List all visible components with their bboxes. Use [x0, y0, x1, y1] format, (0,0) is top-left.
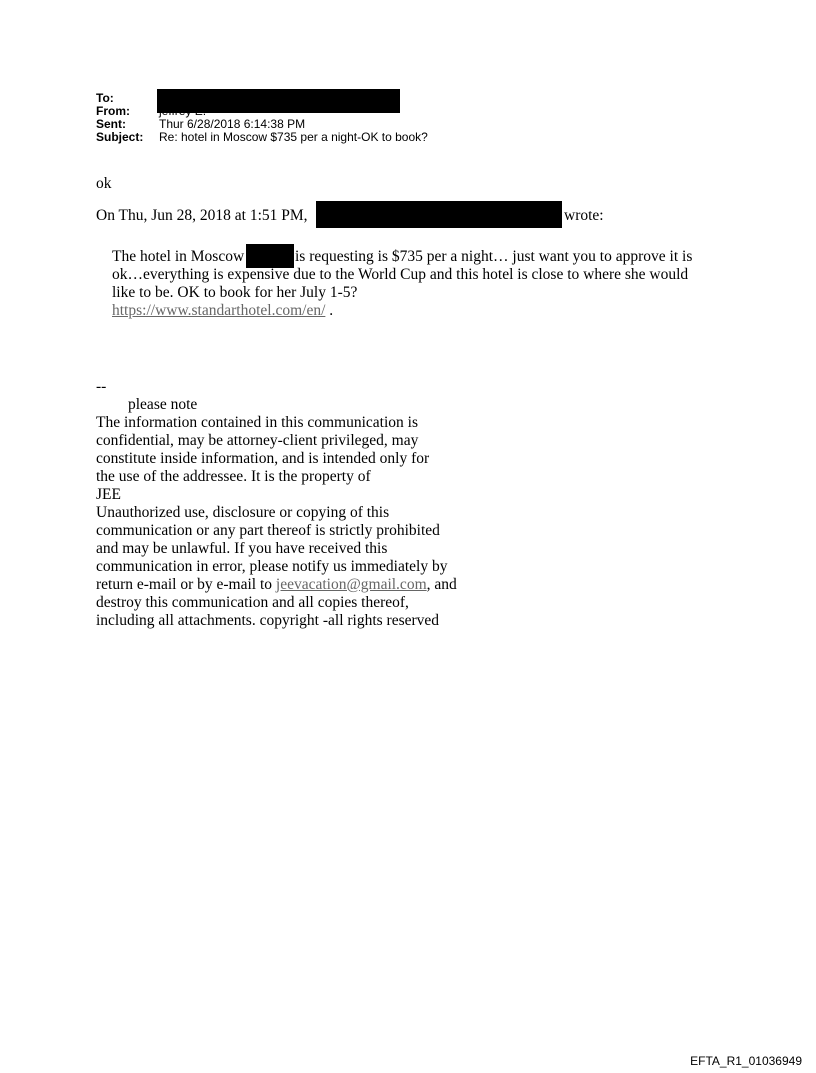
subject-label: Subject: — [96, 130, 144, 144]
disclaimer-line: The information contained in this communication is — [96, 414, 418, 431]
quoted-line-4 — [112, 302, 333, 320]
redaction-to — [157, 89, 400, 113]
redaction-name — [246, 244, 294, 268]
reply-text: ok — [96, 175, 112, 192]
quote-intro-prefix: On Thu, Jun 28, 2018 at 1:51 PM, — [96, 207, 308, 224]
quoted-line-2: ok…everything is expensive due to the World Cup and this hotel is close to where she would — [112, 266, 689, 283]
from-label: From: — [96, 104, 130, 118]
disclaimer-line: confidential, may be attorney-client privileged, may — [96, 432, 419, 449]
disclaimer-line: the use of the addressee. It is the property of — [96, 468, 371, 485]
signature-separator: -- — [96, 378, 107, 395]
notify-prefix: return e-mail or by e-mail to — [96, 576, 276, 593]
notify-suffix: , and — [426, 576, 457, 593]
redaction-sender — [316, 201, 562, 228]
document-id: EFTA_R1_01036949 — [690, 1054, 802, 1068]
disclaimer-line: communication in error, please notify us immediately by — [96, 558, 448, 575]
disclaimer-line: constitute inside information, and is intended only for — [96, 450, 430, 467]
quoted-line-1a: The hotel in Moscow — [112, 248, 245, 265]
subject-value: Re: hotel in Moscow $735 per a night-OK to book? — [159, 130, 428, 144]
disclaimer-line: Unauthorized use, disclosure or copying of this — [96, 504, 390, 521]
to-label: To: — [96, 91, 114, 105]
hotel-link[interactable]: https://www.standarthotel.com/en/ — [112, 302, 326, 319]
disclaimer-line: destroy this communication and all copies thereof, — [96, 594, 409, 611]
quote-intro-suffix: wrote: — [564, 207, 604, 224]
quoted-line-3: like to be. OK to book for her July 1-5? — [112, 284, 358, 301]
hotel-link-suffix: . — [325, 302, 334, 319]
disclaimer-line: communication or any part thereof is strictly prohibited — [96, 522, 440, 539]
disclaimer-notify-line — [96, 576, 457, 594]
notify-email-link[interactable]: jeevacation@gmail.com — [275, 576, 427, 593]
signature-note: please note — [128, 396, 198, 413]
disclaimer-line: and may be unlawful. If you have received this — [96, 540, 388, 557]
sent-label: Sent: — [96, 117, 126, 131]
disclaimer-line: JEE — [96, 486, 121, 503]
quoted-line-1b: is requesting is $735 per a night… just want you to approve it is — [295, 248, 693, 265]
disclaimer-line: including all attachments. copyright -all rights reserved — [96, 612, 440, 629]
sent-value: Thur 6/28/2018 6:14:38 PM — [159, 117, 306, 131]
